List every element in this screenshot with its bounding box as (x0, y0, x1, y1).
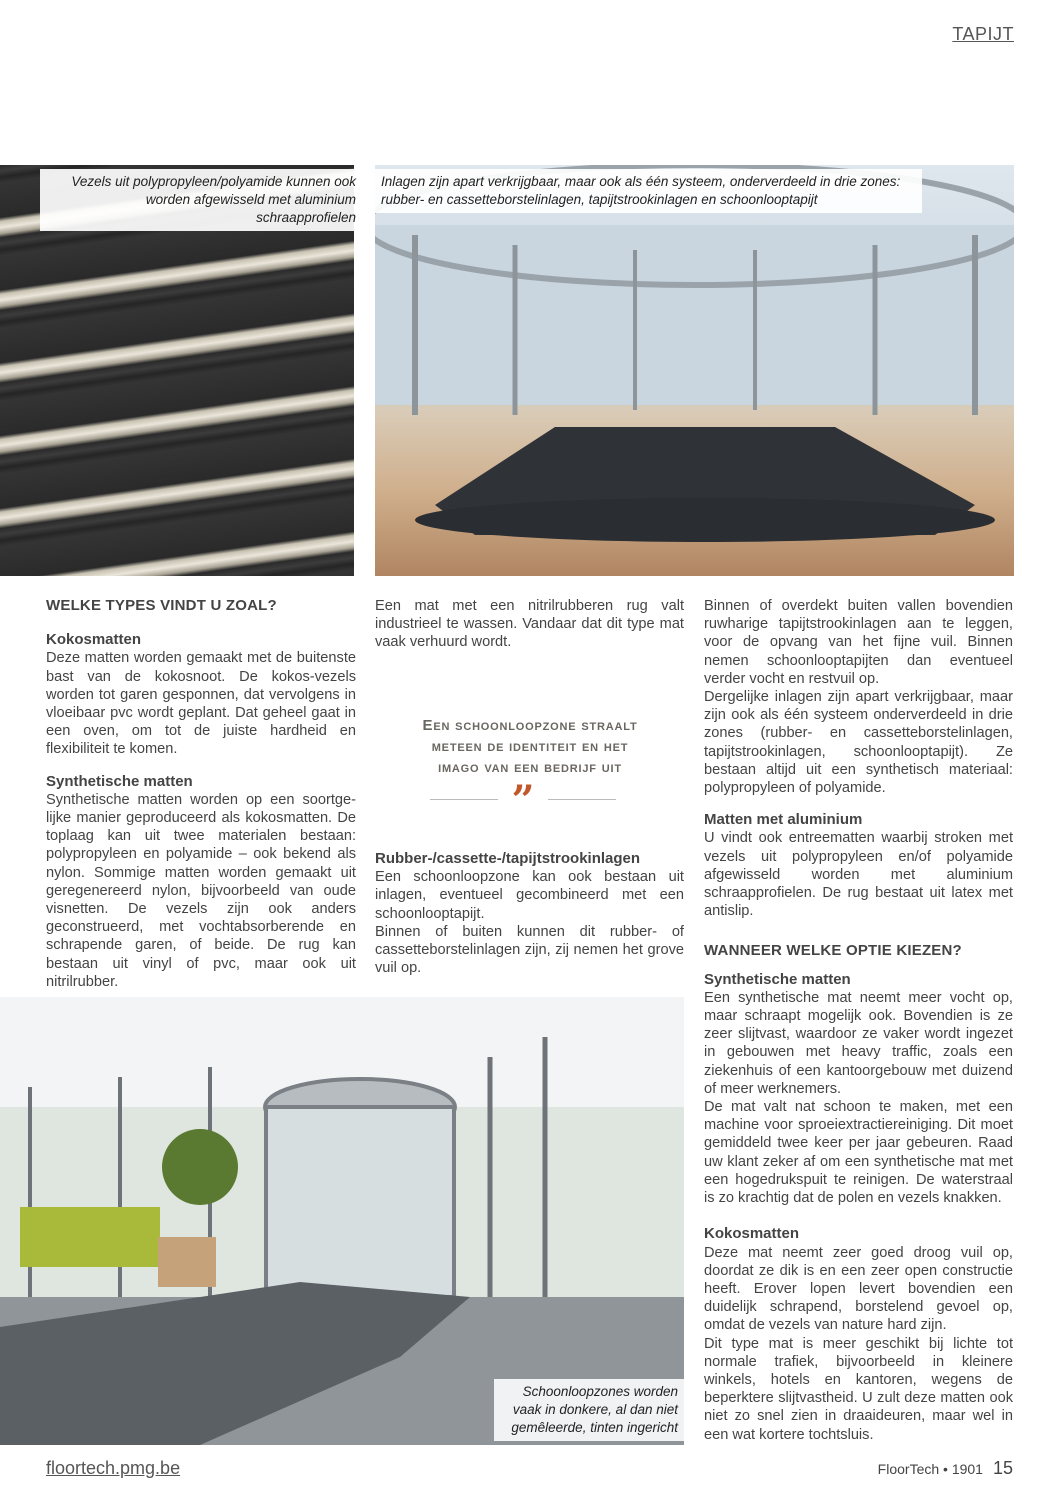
quote-mark-icon: ” (511, 777, 535, 824)
lobby-illustration (0, 997, 684, 1445)
paragraph-aluminium: U vindt ook entreematten waarbij stroken met vezels uit polypropyleen en/of polyamide afgewisseld worden met aluminium schraapprofielen. De rug bestaat uit latex met antislip. (704, 830, 1013, 920)
quote-divider-line-left (430, 799, 498, 800)
paragraph-synthetische-matten: Synthetische matten worden op een soortge-lijke manier geproduceerd als kokosmatten. De toplaag kan uit twee materialen bestaan: polypropyleen en polyamide – ook bekend als nylon. Sommige matten worden gemaakt uit geregenereerd nylon, bijvoorbeeld van oude visnetten. De vezels zijn ook anders geconstrueerd, met vochtabsorberende en schrapende garen, of beide. De rug kan bestaan uit vinyl of pvc, maar ook uit nitrilrubber. (46, 791, 356, 990)
quote-divider-line-right (548, 799, 616, 800)
subheading-inlagen: Rubber-/cassette-/tapijtstrookinlagen (375, 850, 641, 867)
magazine-issue: FloorTech • 1901 (877, 1461, 983, 1477)
column-2 (375, 597, 684, 652)
subheading-kokosmatten: Kokosmatten (46, 631, 142, 649)
heading-wanneer: WANNEER WELKE OPTIE KIEZEN? (704, 942, 962, 960)
section-tag: TAPIJT (952, 24, 1014, 44)
paragraph-kokosmatten: Deze matten worden gemaakt met de buitenste bast van de kokosnoot. De kokos-vezels worden tot garen gesponnen, dat vervolgens in vloeibaar pvc wordt geplant. Dat geheel gaat in een oven, om tot de juiste hardheid en flexibiliteit te komen. (46, 650, 356, 758)
paragraph-kokos-keuze-1: Deze mat neemt zeer goed droog vuil op, doordat ze dik is en een zeer open constructie heeft. Erover lopen levert bovendien een duidelijk schrapend, borstelend gevoel op, omdat de vezels van nature hard zijn. (704, 1244, 1013, 1334)
lobby-revolving-door-photo (0, 997, 684, 1445)
footer-magazine (878, 1458, 1013, 1479)
subheading-synthetisch-keuze: Synthetische matten (704, 970, 851, 988)
atrium-entrance-photo (375, 165, 1014, 576)
subheading-kokos-keuze: Kokosmatten (704, 1225, 800, 1243)
paragraph-synthetisch-keuze-2: De mat valt nat schoon te maken, met een machine voor sproeiextractiereiniging. Dit moet gemiddeld twee keer per jaar gebeuren. Raad uw klant zeker af om een synthetische mat met een hogedrukspuit te reinigen. De waterstraal is zo krachtig dat de polen en vezels knakken. (704, 1099, 1013, 1207)
paragraph-kokos-keuze-2: Dit type mat is meer geschikt bij lichte tot normale trafiek, bijvoorbeeld in kleinere winkels, hotels en kantoren, wegens de beperktere slijtvastheid. U zult deze matten ook niet zo snel zien in draaideuren, maar wel in een wat kortere tochtsluis. (704, 1335, 1013, 1443)
pull-quote: Een schoonloopzone straalt meteen de identiteit en het imago van een bedrijf uit (422, 717, 638, 776)
column-1 (46, 597, 356, 991)
paragraph-inlagen-2: Binnen of buiten kunnen dit rubber- of cassetteborstelinlagen zijn, zij nemen het grove vuil op. (375, 923, 684, 977)
paragraph-synthetisch-keuze-1: Een synthetische mat neemt meer vocht op, maar schraapt mogelijk ook. Bovendien is ze zeer slijtvast, waardoor ze vaker wordt ingezet in gebouwen met heavy traffic, zoals een ziekenhuis of een kantoorgebouw met duizend of meer werknemers. (704, 989, 1013, 1097)
lobby-photo-caption: Schoonloopzones worden vaak in donkere, al dan niet gemêleerde, tinten ingericht (494, 1379, 684, 1441)
footer-website-link[interactable]: floortech.pmg.be (46, 1458, 181, 1478)
heading-types: WELKE TYPES VINDT U ZOAL? (46, 597, 277, 614)
subheading-synthetische-matten: Synthetische matten (46, 772, 193, 790)
paragraph-inlagen-1: Een schoonloopzone kan ook bestaan uit inlagen, eventueel gecombineerd met een schoonlooptapijt. (375, 869, 684, 922)
atrium-photo-caption: Inlagen zijn apart verkrijgbaar, maar ook als één systeem, onderverdeeld in drie zones: rubber- en cassetteborstelinlagen, tapijtstrookinlagen en schoonlooptapijt (375, 169, 922, 213)
atrium-illustration (375, 165, 1014, 576)
paragraph-nitrilrubber: Een mat met een nitrilrubberen rug valt industrieel te wassen. Vandaar dat dit type mat vaak verhuurd wordt. (375, 598, 684, 651)
paragraph-tapijtstrook: Binnen of overdekt buiten vallen bovendien ruwharige tapijtstrookinlagen aan te leggen, voor de opvang van het fijne vuil. Binnen nemen schoonlooptapijten dan eventueel verder vocht en restvuil op. (704, 598, 1013, 687)
column-2-lower (375, 850, 684, 977)
paragraph-systeem: Dergelijke inlagen zijn apart verkrijgbaar, maar zijn ook als één systeem onderverdeeld in drie zones (rubber- en cassetteborstelinlagen, tapijtstrookinlagen, schoonlooptapijt). Ze bestaan altijd uit een synthetisch materiaal: polypropyleen of polyamide. (704, 689, 1013, 797)
column-3 (704, 597, 1013, 1444)
page-number: 15 (992, 1458, 1013, 1478)
mat-photo-caption: Vezels uit polypropyleen/polyamide kunnen ook worden afgewisseld met aluminium schraapprofielen (40, 169, 362, 231)
quote-divider (430, 777, 616, 824)
subheading-aluminium: Matten met aluminium (704, 811, 863, 829)
